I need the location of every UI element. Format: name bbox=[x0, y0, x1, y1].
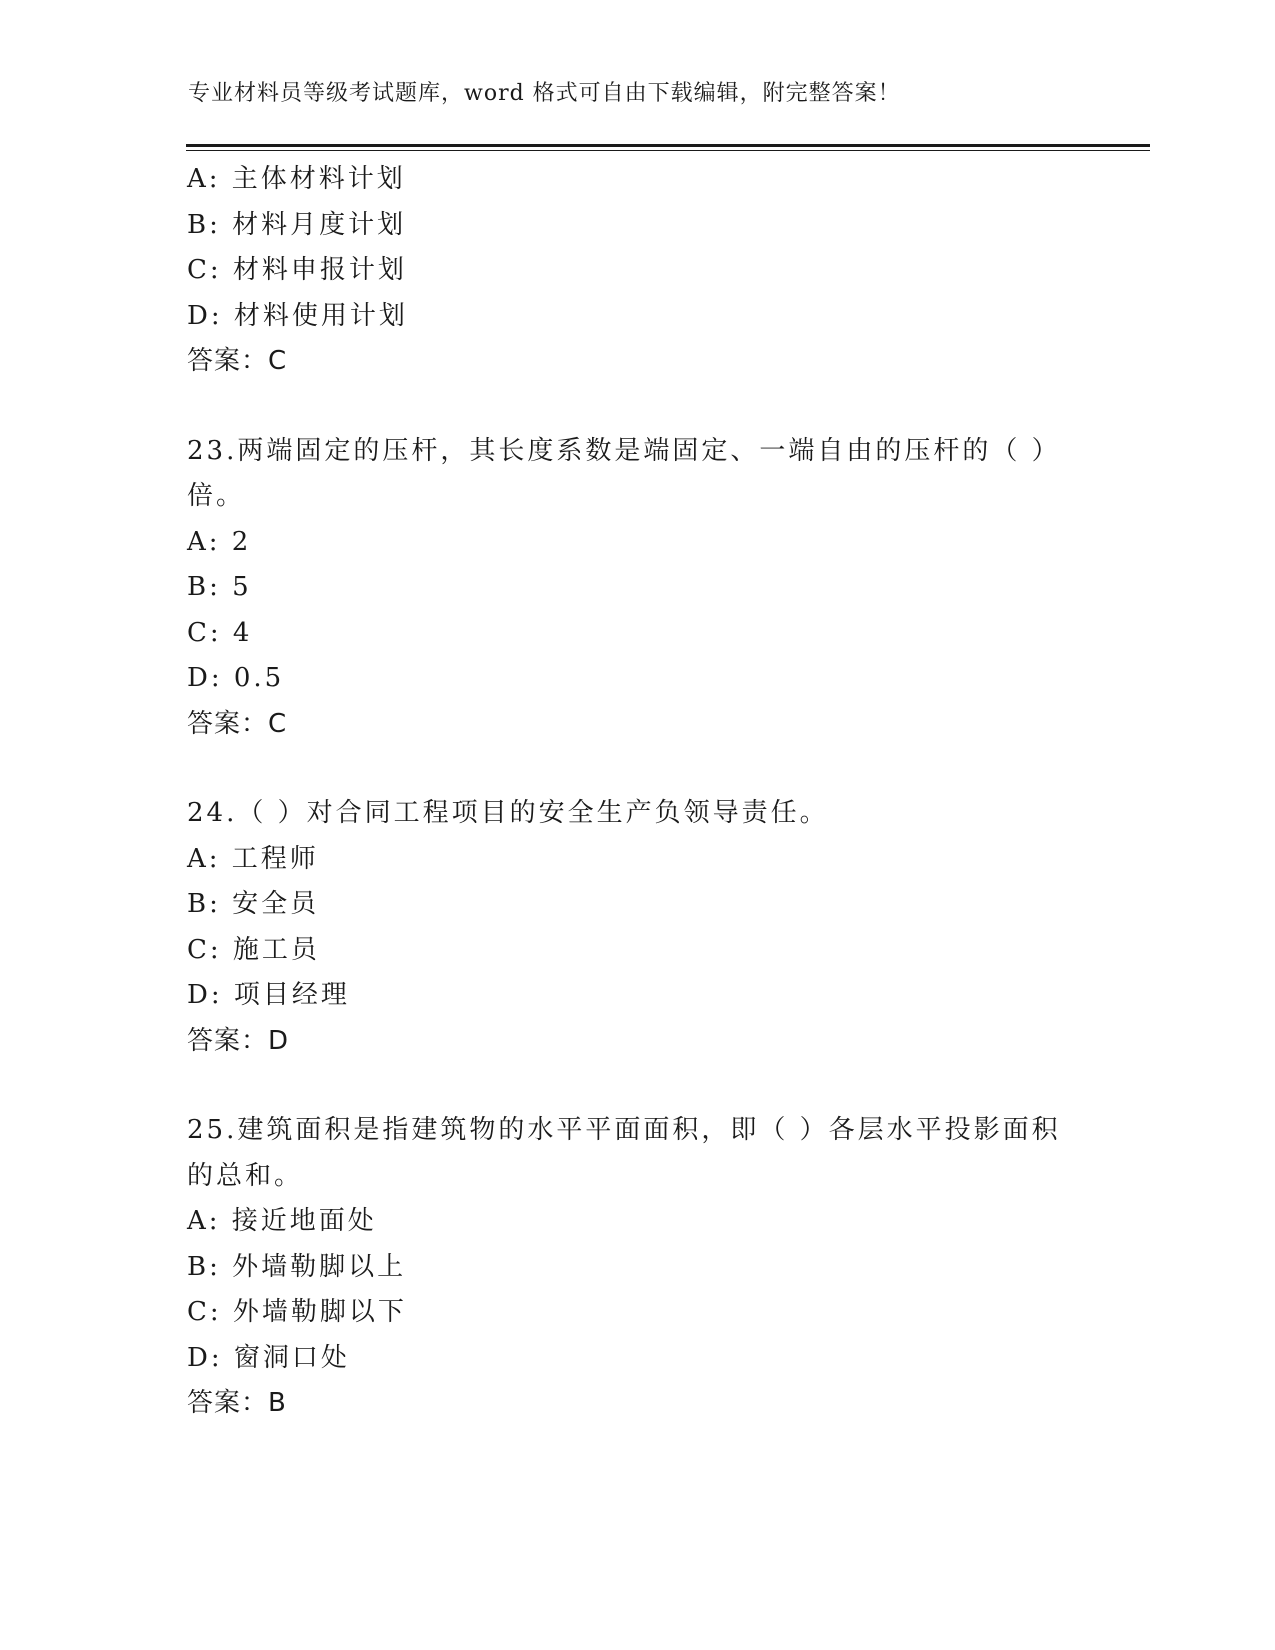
question-block bbox=[187, 791, 1067, 1064]
option-c: C: 材料申报计划 bbox=[187, 255, 407, 285]
answer: 答案：C bbox=[187, 346, 288, 376]
question-text-line: 24.（ ）对合同工程项目的安全生产负领导责任。 bbox=[187, 798, 829, 828]
question-text-line: 25.建筑面积是指建筑物的水平平面面积，即（ ）各层水平投影面积 bbox=[187, 1115, 1061, 1145]
option-a: A: 工程师 bbox=[187, 843, 319, 874]
question-list bbox=[187, 157, 1067, 1427]
header-divider-thick bbox=[186, 144, 1150, 147]
option-b: B: 安全员 bbox=[187, 889, 320, 919]
option-c: C: 施工员 bbox=[187, 934, 320, 965]
option-a: A: 2 bbox=[187, 526, 252, 557]
question-block bbox=[187, 1108, 1067, 1427]
option-a: A: 接近地面处 bbox=[187, 1206, 377, 1236]
question-block bbox=[187, 157, 1067, 385]
option-c: C: 外墙勒脚以下 bbox=[187, 1297, 407, 1327]
header-divider-thin bbox=[186, 150, 1150, 151]
question-block bbox=[187, 429, 1067, 748]
option-b: B: 材料月度计划 bbox=[187, 209, 407, 240]
option-b: B: 5 bbox=[187, 572, 252, 602]
answer: 答案：C bbox=[187, 708, 288, 739]
option-a: A: 主体材料计划 bbox=[187, 164, 406, 194]
option-d: D: 材料使用计划 bbox=[187, 300, 408, 331]
page-header: 专业材料员等级考试题库，word 格式可自由下载编辑，附完整答案！ bbox=[188, 81, 901, 106]
option-c: C: 4 bbox=[187, 617, 253, 648]
answer: 答案：D bbox=[187, 1025, 290, 1056]
header-divider bbox=[186, 144, 1150, 151]
option-d: D: 项目经理 bbox=[187, 980, 350, 1010]
question-text-line: 的总和。 bbox=[187, 1160, 304, 1191]
option-b: B: 外墙勒脚以上 bbox=[187, 1251, 407, 1282]
question-text-line: 23.两端固定的压杆，其长度系数是端固定、一端自由的压杆的（ ） bbox=[187, 435, 1061, 466]
option-d: D: 0.5 bbox=[187, 663, 285, 693]
option-d: D: 窗洞口处 bbox=[187, 1342, 350, 1373]
question-text-line: 倍。 bbox=[187, 481, 246, 511]
answer: 答案：B bbox=[187, 1388, 287, 1418]
